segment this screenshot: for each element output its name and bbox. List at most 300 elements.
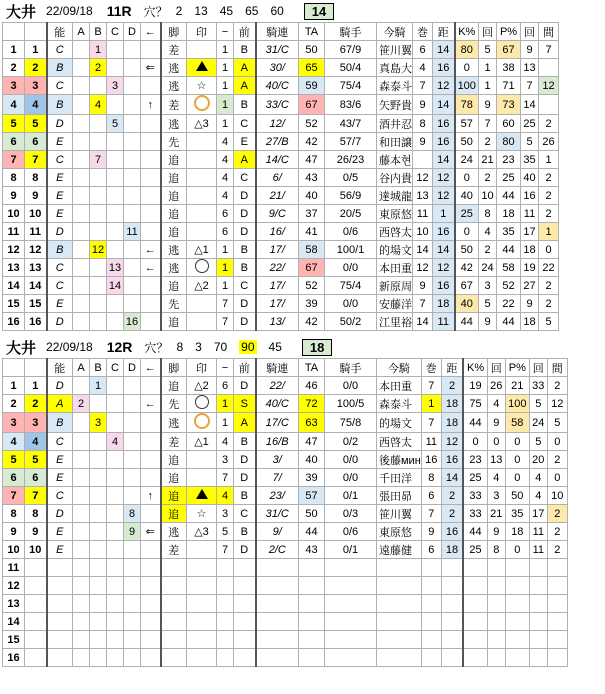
cell-ta (299, 613, 325, 631)
cell-kyori: 14 (433, 241, 455, 259)
cell-maki: 9 (413, 277, 433, 295)
cell-k2: 2 (479, 133, 497, 151)
cell-kan (547, 595, 567, 613)
table-row[interactable] (3, 41, 559, 59)
cell-k: 67 (455, 277, 479, 295)
cell-mark (187, 395, 217, 413)
cell-D (124, 595, 141, 613)
cell-D (124, 631, 141, 649)
cell-maki: 4 (413, 59, 433, 77)
column-header: ← (141, 23, 161, 41)
table-row[interactable] (3, 395, 568, 413)
cell-A (73, 631, 90, 649)
cell-ta: 50 (299, 505, 325, 523)
cell-mark (187, 187, 217, 205)
cell-kyaku: 逃 (161, 59, 187, 77)
cell-nou (47, 613, 73, 631)
table-row[interactable] (3, 377, 568, 395)
cell-n1: 13 (3, 259, 25, 277)
cell-nou: A (47, 395, 73, 413)
cell-k2 (487, 577, 505, 595)
table-row[interactable] (3, 451, 568, 469)
cell-kyori: 1 (433, 205, 455, 223)
table-row[interactable] (3, 541, 568, 559)
cell-minus: 4 (217, 433, 234, 451)
cell-D: 9 (124, 523, 141, 541)
cell-minus: 1 (217, 413, 234, 433)
cell-C: 5 (107, 115, 124, 133)
cell-C (107, 41, 124, 59)
cell-arr (141, 505, 161, 523)
cell-p2 (529, 559, 547, 577)
table-row[interactable] (3, 169, 559, 187)
cell-ta (299, 631, 325, 649)
table-row[interactable] (3, 95, 559, 115)
table-row[interactable] (3, 505, 568, 523)
cell-kishu: 0/0 (325, 451, 377, 469)
cell-kishu: 0/0 (325, 295, 377, 313)
cell-C (107, 187, 124, 205)
cell-k2: 9 (479, 95, 497, 115)
cell-kyori: 14 (433, 95, 455, 115)
cell-nou: E (47, 133, 73, 151)
cell-kyori: 12 (433, 77, 455, 95)
cell-kiren: 17/C (256, 413, 299, 433)
cell-kishu: 75/4 (325, 77, 377, 95)
cell-n2 (25, 649, 47, 667)
cell-arr (141, 413, 161, 433)
cell-kan (547, 631, 567, 649)
field-size-badge: 18 (302, 339, 332, 356)
cell-maki: 9 (421, 523, 441, 541)
cell-minus (217, 595, 234, 613)
cell-k2: 4 (479, 223, 497, 241)
cell-B (90, 595, 107, 613)
cell-n1: 7 (3, 487, 25, 505)
cell-mark (187, 469, 217, 487)
cell-nou: E (47, 205, 73, 223)
cell-mark (187, 631, 217, 649)
cell-mae: S (234, 395, 256, 413)
cell-mark (187, 223, 217, 241)
table-row[interactable] (3, 523, 568, 541)
table-row[interactable] (3, 631, 568, 649)
cell-n2: 15 (25, 295, 47, 313)
cell-ta: 57 (299, 487, 325, 505)
cell-arr (141, 151, 161, 169)
cell-n1: 16 (3, 649, 25, 667)
table-row[interactable] (3, 613, 568, 631)
cell-kan: 2 (539, 277, 559, 295)
cell-kan (547, 613, 567, 631)
cell-B (90, 259, 107, 277)
table-row[interactable] (3, 115, 559, 133)
cell-kiren: 7/ (256, 469, 299, 487)
cell-ta: 43 (299, 541, 325, 559)
cell-p2 (529, 631, 547, 649)
cell-ta: 67 (299, 259, 325, 277)
column-header: 巻 (421, 359, 441, 377)
cell-D (124, 469, 141, 487)
cell-k: 23 (463, 451, 487, 469)
cell-mark: △1 (187, 241, 217, 259)
cell-kyaku: 追 (161, 313, 187, 331)
race-header (2, 336, 603, 358)
cell-k2: 1 (479, 77, 497, 95)
table-row[interactable] (3, 559, 568, 577)
cell-arr (141, 559, 161, 577)
cell-B: 4 (90, 95, 107, 115)
cell-k2: 24 (479, 259, 497, 277)
cell-ta: 43 (299, 169, 325, 187)
cell-p2: 40 (521, 169, 539, 187)
cell-n1: 5 (3, 451, 25, 469)
cell-arr (141, 205, 161, 223)
cell-n2: 5 (25, 451, 47, 469)
table-header-row (3, 23, 559, 41)
column-header: 間 (547, 359, 567, 377)
cell-D (124, 187, 141, 205)
cell-nou (47, 649, 73, 667)
cell-kyori (441, 559, 463, 577)
cell-kiren: 17/ (256, 295, 299, 313)
cell-arr (141, 377, 161, 395)
table-row[interactable] (3, 469, 568, 487)
cell-kishu: 67/9 (325, 41, 377, 59)
table-row[interactable] (3, 313, 559, 331)
cell-mark (187, 577, 217, 595)
cell-n2: 9 (25, 187, 47, 205)
cell-imakishu (377, 577, 422, 595)
cell-C (107, 223, 124, 241)
cell-nou: D (47, 313, 73, 331)
cell-minus: 1 (217, 259, 234, 277)
cell-D: 11 (124, 223, 141, 241)
cell-p2: 17 (521, 223, 539, 241)
cell-A (73, 505, 90, 523)
cell-B (90, 541, 107, 559)
cell-C: 3 (107, 77, 124, 95)
cell-ta: 40 (299, 187, 325, 205)
cell-D (124, 413, 141, 433)
cell-mae: D (234, 205, 256, 223)
cell-kyori: 16 (433, 277, 455, 295)
cell-ta: 46 (299, 377, 325, 395)
cell-imakishu: 森泰斗 (377, 77, 413, 95)
cell-mae: D (234, 313, 256, 331)
cell-kan: 1 (539, 151, 559, 169)
cell-kan: 5 (539, 313, 559, 331)
cell-kyaku: 逃 (161, 115, 187, 133)
cell-imakishu: 達城龍 (377, 187, 413, 205)
cell-n1: 3 (3, 413, 25, 433)
column-header: 距 (441, 359, 463, 377)
mark-triangle-icon (196, 489, 208, 499)
cell-kan (547, 577, 567, 595)
cell-ta (299, 649, 325, 667)
cell-A (73, 469, 90, 487)
cell-minus: 1 (217, 59, 234, 77)
table-row[interactable] (3, 577, 568, 595)
cell-k2: 3 (487, 487, 505, 505)
column-header: TA (299, 23, 325, 41)
cell-arr (141, 451, 161, 469)
cell-kan: 12 (547, 395, 567, 413)
cell-k: 25 (463, 541, 487, 559)
cell-k: 19 (463, 377, 487, 395)
cell-C (107, 451, 124, 469)
hole-label: 穴？ (143, 4, 168, 19)
cell-C: 13 (107, 259, 124, 277)
cell-maki: 7 (413, 77, 433, 95)
table-row[interactable] (3, 77, 559, 95)
cell-k: 78 (455, 95, 479, 115)
cell-n1: 8 (3, 169, 25, 187)
cell-k2: 9 (487, 523, 505, 541)
cell-arr (141, 133, 161, 151)
cell-kiren: 16/ (256, 223, 299, 241)
cell-imakishu: 江里裕 (377, 313, 413, 331)
table-row[interactable] (3, 205, 559, 223)
cell-mark (187, 151, 217, 169)
cell-n1: 2 (3, 59, 25, 77)
cell-kiren: 27/B (256, 133, 299, 151)
cell-imakishu: 笹川翼 (377, 505, 422, 523)
cell-mae: A (234, 413, 256, 433)
cell-kiren: 9/ (256, 523, 299, 541)
cell-imakishu: 酒井忍 (377, 115, 413, 133)
cell-A (73, 205, 90, 223)
cell-minus: 6 (217, 205, 234, 223)
cell-nou: C (47, 41, 73, 59)
cell-arr (141, 649, 161, 667)
cell-arr (141, 169, 161, 187)
cell-kan (547, 649, 567, 667)
column-header: B (90, 359, 107, 377)
cell-p2: 7 (521, 77, 539, 95)
cell-kishu (325, 649, 377, 667)
cell-maki: 10 (413, 223, 433, 241)
cell-kyori: 18 (441, 541, 463, 559)
cell-imakishu: 的場文 (377, 413, 422, 433)
cell-n2: 4 (25, 433, 47, 451)
cell-arr (141, 313, 161, 331)
cell-kyaku: 追 (161, 505, 187, 523)
cell-mae: C (234, 115, 256, 133)
cell-mark (187, 169, 217, 187)
table-row[interactable] (3, 241, 559, 259)
cell-kishu: 20/5 (325, 205, 377, 223)
cell-n1: 14 (3, 613, 25, 631)
cell-nou: D (47, 115, 73, 133)
column-header: C (107, 359, 124, 377)
table-row[interactable] (3, 487, 568, 505)
cell-p: 44 (497, 313, 521, 331)
cell-p2 (529, 613, 547, 631)
cell-kyaku: 先 (161, 133, 187, 151)
cell-p2 (529, 595, 547, 613)
cell-p (505, 613, 529, 631)
cell-p (505, 577, 529, 595)
cell-k2: 2 (479, 241, 497, 259)
cell-kishu: 83/6 (325, 95, 377, 115)
cell-A (73, 77, 90, 95)
column-header: TA (299, 359, 325, 377)
cell-n2: 3 (25, 413, 47, 433)
cell-k (463, 577, 487, 595)
cell-maki: 6 (421, 541, 441, 559)
cell-D (124, 559, 141, 577)
cell-kyaku: 追 (161, 205, 187, 223)
cell-imakishu: 西啓太 (377, 433, 422, 451)
cell-kan: 2 (539, 205, 559, 223)
cell-k2 (487, 595, 505, 613)
cell-mae: B (234, 259, 256, 277)
cell-kyaku: 追 (161, 277, 187, 295)
block-11r (0, 0, 605, 331)
cell-kan: 10 (547, 487, 567, 505)
cell-B: 1 (90, 377, 107, 395)
cell-n2 (25, 631, 47, 649)
column-header: A (73, 359, 90, 377)
cell-nou: C (47, 487, 73, 505)
cell-minus: 1 (217, 41, 234, 59)
cell-mae: D (234, 187, 256, 205)
table-row[interactable] (3, 295, 559, 313)
cell-mark (187, 295, 217, 313)
cell-D (124, 541, 141, 559)
cell-p: 18 (505, 523, 529, 541)
cell-p: 71 (497, 77, 521, 95)
cell-kishu: 0/1 (325, 541, 377, 559)
column-header: 前 (234, 23, 256, 41)
cell-mark: △2 (187, 377, 217, 395)
cell-mae: A (234, 77, 256, 95)
table-row[interactable] (3, 259, 559, 277)
table-row[interactable] (3, 649, 568, 667)
cell-C (107, 649, 124, 667)
cell-kyori: 14 (433, 41, 455, 59)
cell-minus: 5 (217, 523, 234, 541)
cell-maki (421, 559, 441, 577)
cell-C (107, 541, 124, 559)
cell-kyori: 12 (433, 169, 455, 187)
cell-kishu: 56/9 (325, 187, 377, 205)
cell-k: 25 (455, 205, 479, 223)
table-row[interactable] (3, 433, 568, 451)
cell-maki (421, 613, 441, 631)
cell-minus: 1 (217, 77, 234, 95)
table-row[interactable] (3, 59, 559, 77)
table-row[interactable] (3, 223, 559, 241)
cell-minus: 6 (217, 223, 234, 241)
cell-A (73, 295, 90, 313)
cell-B (90, 169, 107, 187)
cell-mark: △1 (187, 433, 217, 451)
cell-B (90, 133, 107, 151)
cell-kyaku: 追 (161, 451, 187, 469)
cell-n2: 8 (25, 505, 47, 523)
cell-kishu: 0/1 (325, 487, 377, 505)
cell-p: 35 (497, 223, 521, 241)
column-header: 能 (47, 23, 73, 41)
cell-arr: ↑ (141, 487, 161, 505)
cell-imakishu: 和田譲 (377, 133, 413, 151)
cell-kyaku: 追 (161, 377, 187, 395)
cell-kyaku: 逃 (161, 413, 187, 433)
cell-D (124, 95, 141, 115)
cell-kan: 2 (547, 451, 567, 469)
cell-k2: 4 (487, 395, 505, 413)
table-row[interactable] (3, 151, 559, 169)
cell-k2: 10 (479, 187, 497, 205)
cell-minus: 7 (217, 313, 234, 331)
column-header: 印 (187, 359, 217, 377)
cell-kyaku: 先 (161, 295, 187, 313)
cell-p2: 25 (521, 115, 539, 133)
cell-n1: 2 (3, 395, 25, 413)
cell-kyori: 2 (441, 505, 463, 523)
cell-D (124, 295, 141, 313)
cell-k: 0 (455, 59, 479, 77)
cell-maki: 8 (413, 115, 433, 133)
table-row[interactable] (3, 133, 559, 151)
cell-kishu: 0/0 (325, 259, 377, 277)
cell-kyaku: 逃 (161, 523, 187, 541)
cell-mark: △3 (187, 523, 217, 541)
cell-p: 23 (497, 151, 521, 169)
cell-arr: ⇐ (141, 523, 161, 541)
cell-kan: 22 (539, 259, 559, 277)
cell-D (124, 59, 141, 77)
cell-maki: 6 (421, 487, 441, 505)
cell-maki: 7 (421, 413, 441, 433)
cell-ta: 67 (299, 95, 325, 115)
cell-imakishu: 東原悠 (377, 523, 422, 541)
cell-ta: 65 (299, 59, 325, 77)
race-number[interactable]: 12R (106, 339, 133, 355)
table-row[interactable] (3, 187, 559, 205)
cell-p2: 5 (521, 133, 539, 151)
cell-C (107, 631, 124, 649)
cell-kishu: 75/4 (325, 277, 377, 295)
cell-B (90, 559, 107, 577)
cell-kyori: 18 (441, 395, 463, 413)
column-header: 回 (529, 359, 547, 377)
cell-mark (187, 413, 217, 433)
cell-n1: 6 (3, 133, 25, 151)
cell-kan (539, 59, 559, 77)
race-table (2, 22, 559, 331)
column-header: 騎手 (325, 359, 377, 377)
cell-kan: 1 (539, 223, 559, 241)
cell-C (107, 577, 124, 595)
cell-minus (217, 577, 234, 595)
cell-mae: B (234, 433, 256, 451)
cell-kyori: 11 (433, 313, 455, 331)
cell-minus: 7 (217, 541, 234, 559)
table-row[interactable] (3, 413, 568, 433)
race-number[interactable]: 11R (106, 3, 132, 19)
cell-n2: 14 (25, 277, 47, 295)
column-header: 回 (487, 359, 505, 377)
cell-k2: 21 (479, 151, 497, 169)
cell-p2: 4 (529, 469, 547, 487)
table-row[interactable] (3, 595, 568, 613)
table-row[interactable] (3, 277, 559, 295)
cell-arr: ← (141, 395, 161, 413)
cell-p: 25 (497, 169, 521, 187)
